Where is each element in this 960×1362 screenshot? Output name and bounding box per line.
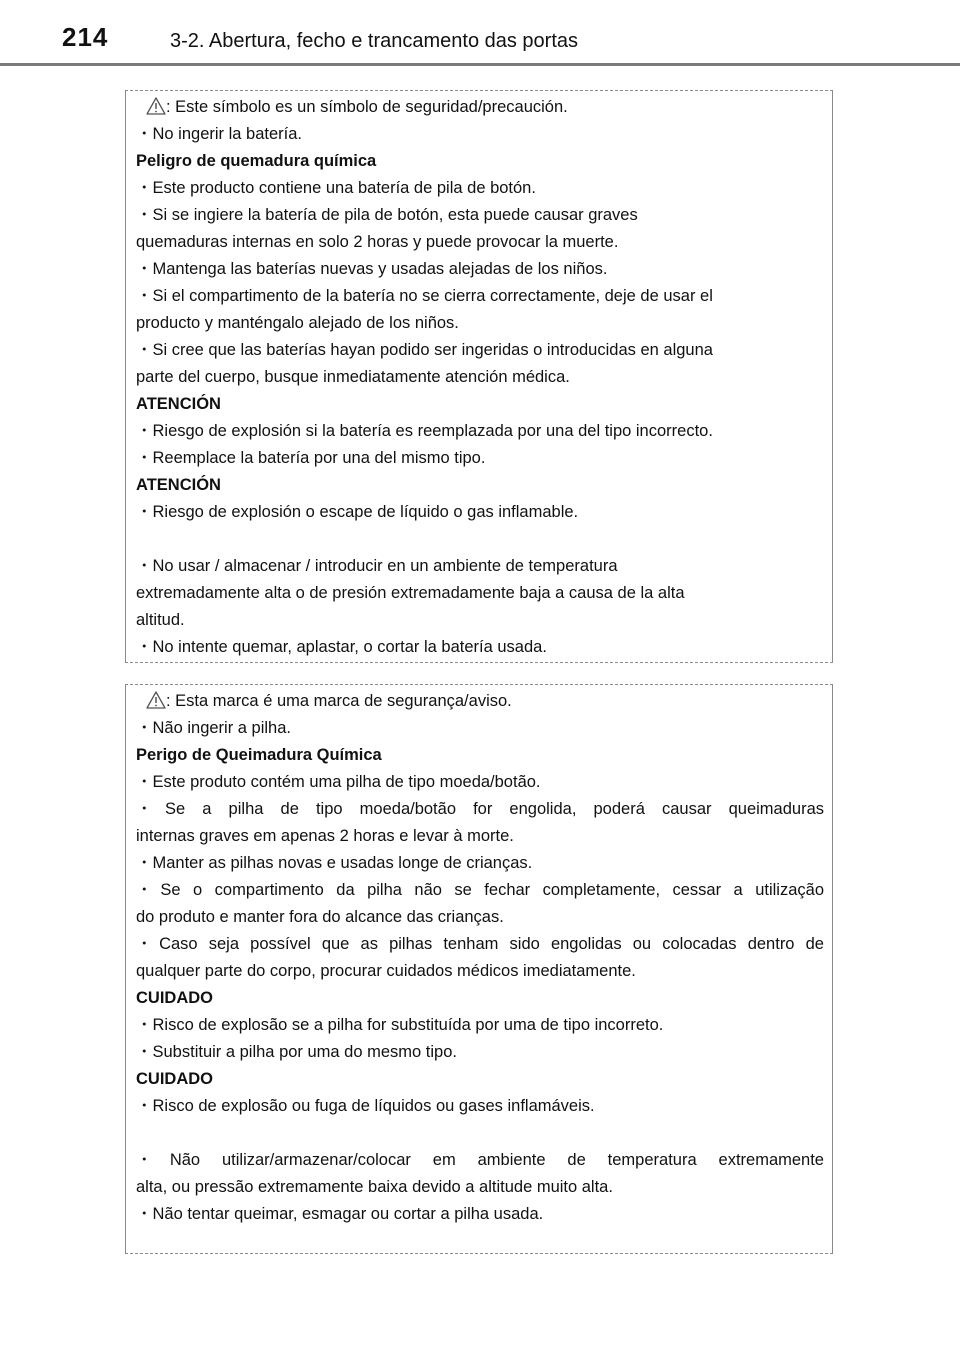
section-title: 3-2. Abertura, fecho e trancamento das portas	[170, 30, 579, 52]
section-heading: Perigo de Queimadura Química	[136, 746, 382, 764]
section-heading: ATENCIÓN	[136, 476, 221, 494]
header-divider	[0, 63, 960, 66]
text-line: ・Manter as pilhas novas e usadas longe de crianças.	[136, 854, 533, 872]
text-line: ・Caso seja possível que as pilhas tenham sido engolidas ou colocadas dentro de	[136, 935, 824, 953]
text-line: quemaduras internas en solo 2 horas y puede provocar la muerte.	[136, 233, 619, 251]
text-line: extremadamente alta o de presión extremadamente baja a causa de la alta	[136, 584, 685, 602]
page-header	[0, 0, 960, 68]
blank-line	[136, 526, 824, 553]
symbol-note-text: : Esta marca é uma marca de segurança/aviso.	[166, 692, 512, 710]
text-line: altitud.	[136, 611, 185, 629]
portuguese-warning-lines	[136, 715, 824, 1228]
text-line: do produto e manter fora do alcance das crianças.	[136, 908, 504, 926]
text-line: alta, ou pressão extremamente baixa devido a altitude muito alta.	[136, 1178, 613, 1196]
text-line: ・Substituir a pilha por uma do mesmo tipo.	[136, 1043, 457, 1061]
text-line: ・Risco de explosão ou fuga de líquidos ou gases inflamáveis.	[136, 1097, 595, 1115]
text-line: qualquer parte do corpo, procurar cuidados médicos imediatamente.	[136, 962, 636, 980]
text-line: ・Si el compartimento de la batería no se cierra correctamente, deje de usar el	[136, 287, 713, 305]
text-line: ・Reemplace la batería por una del mismo tipo.	[136, 449, 486, 467]
text-line: ・Risco de explosão se a pilha for substituída por uma de tipo incorreto.	[136, 1016, 664, 1034]
portuguese-warning-box	[125, 684, 833, 1254]
section-heading: ATENCIÓN	[136, 395, 221, 413]
text-line: ・Este produto contém uma pilha de tipo moeda/botão.	[136, 773, 541, 791]
text-line: ・Não utilizar/armazenar/colocar em ambiente de temperatura extremamente	[136, 1151, 824, 1169]
symbol-note	[136, 94, 824, 121]
symbol-note-text: : Este símbolo es un símbolo de seguridad/precaución.	[166, 98, 568, 116]
text-line: producto y manténgalo alejado de los niños.	[136, 314, 459, 332]
text-line: ・No usar / almacenar / introducir en un ambiente de temperatura	[136, 557, 618, 575]
text-line: ・Este producto contiene una batería de pila de botón.	[136, 179, 536, 197]
page-number: 214	[62, 22, 109, 52]
text-line: ・Riesgo de explosión o escape de líquido o gas inflamable.	[136, 503, 579, 521]
section-heading: CUIDADO	[136, 989, 213, 1007]
symbol-note	[136, 688, 824, 715]
text-line: ・Se a pilha de tipo moeda/botão for engolida, poderá causar queimaduras	[136, 800, 824, 818]
text-line: ・Riesgo de explosión si la batería es reemplazada por una del tipo incorrecto.	[136, 422, 713, 440]
text-line: internas graves em apenas 2 horas e levar à morte.	[136, 827, 514, 845]
text-line: ・No ingerir la batería.	[136, 125, 302, 143]
text-line: ・Mantenga las baterías nuevas y usadas alejadas de los niños.	[136, 260, 608, 278]
spanish-warning-lines	[136, 121, 824, 661]
warning-triangle-icon	[146, 97, 166, 115]
warning-triangle-icon	[146, 691, 166, 709]
text-line: ・Si cree que las baterías hayan podido ser ingeridas o introducidas en alguna	[136, 341, 713, 359]
blank-line	[136, 1120, 824, 1147]
section-heading: Peligro de quemadura química	[136, 152, 377, 170]
text-line: ・No intente quemar, aplastar, o cortar la batería usada.	[136, 638, 547, 656]
text-line: parte del cuerpo, busque inmediatamente atención médica.	[136, 368, 570, 386]
section-heading: CUIDADO	[136, 1070, 213, 1088]
spanish-warning-box	[125, 90, 833, 663]
text-line: ・Se o compartimento da pilha não se fechar completamente, cessar a utilização	[136, 881, 824, 899]
text-line: ・Não tentar queimar, esmagar ou cortar a pilha usada.	[136, 1205, 544, 1223]
text-line: ・Não ingerir a pilha.	[136, 719, 291, 737]
text-line: ・Si se ingiere la batería de pila de botón, esta puede causar graves	[136, 206, 638, 224]
